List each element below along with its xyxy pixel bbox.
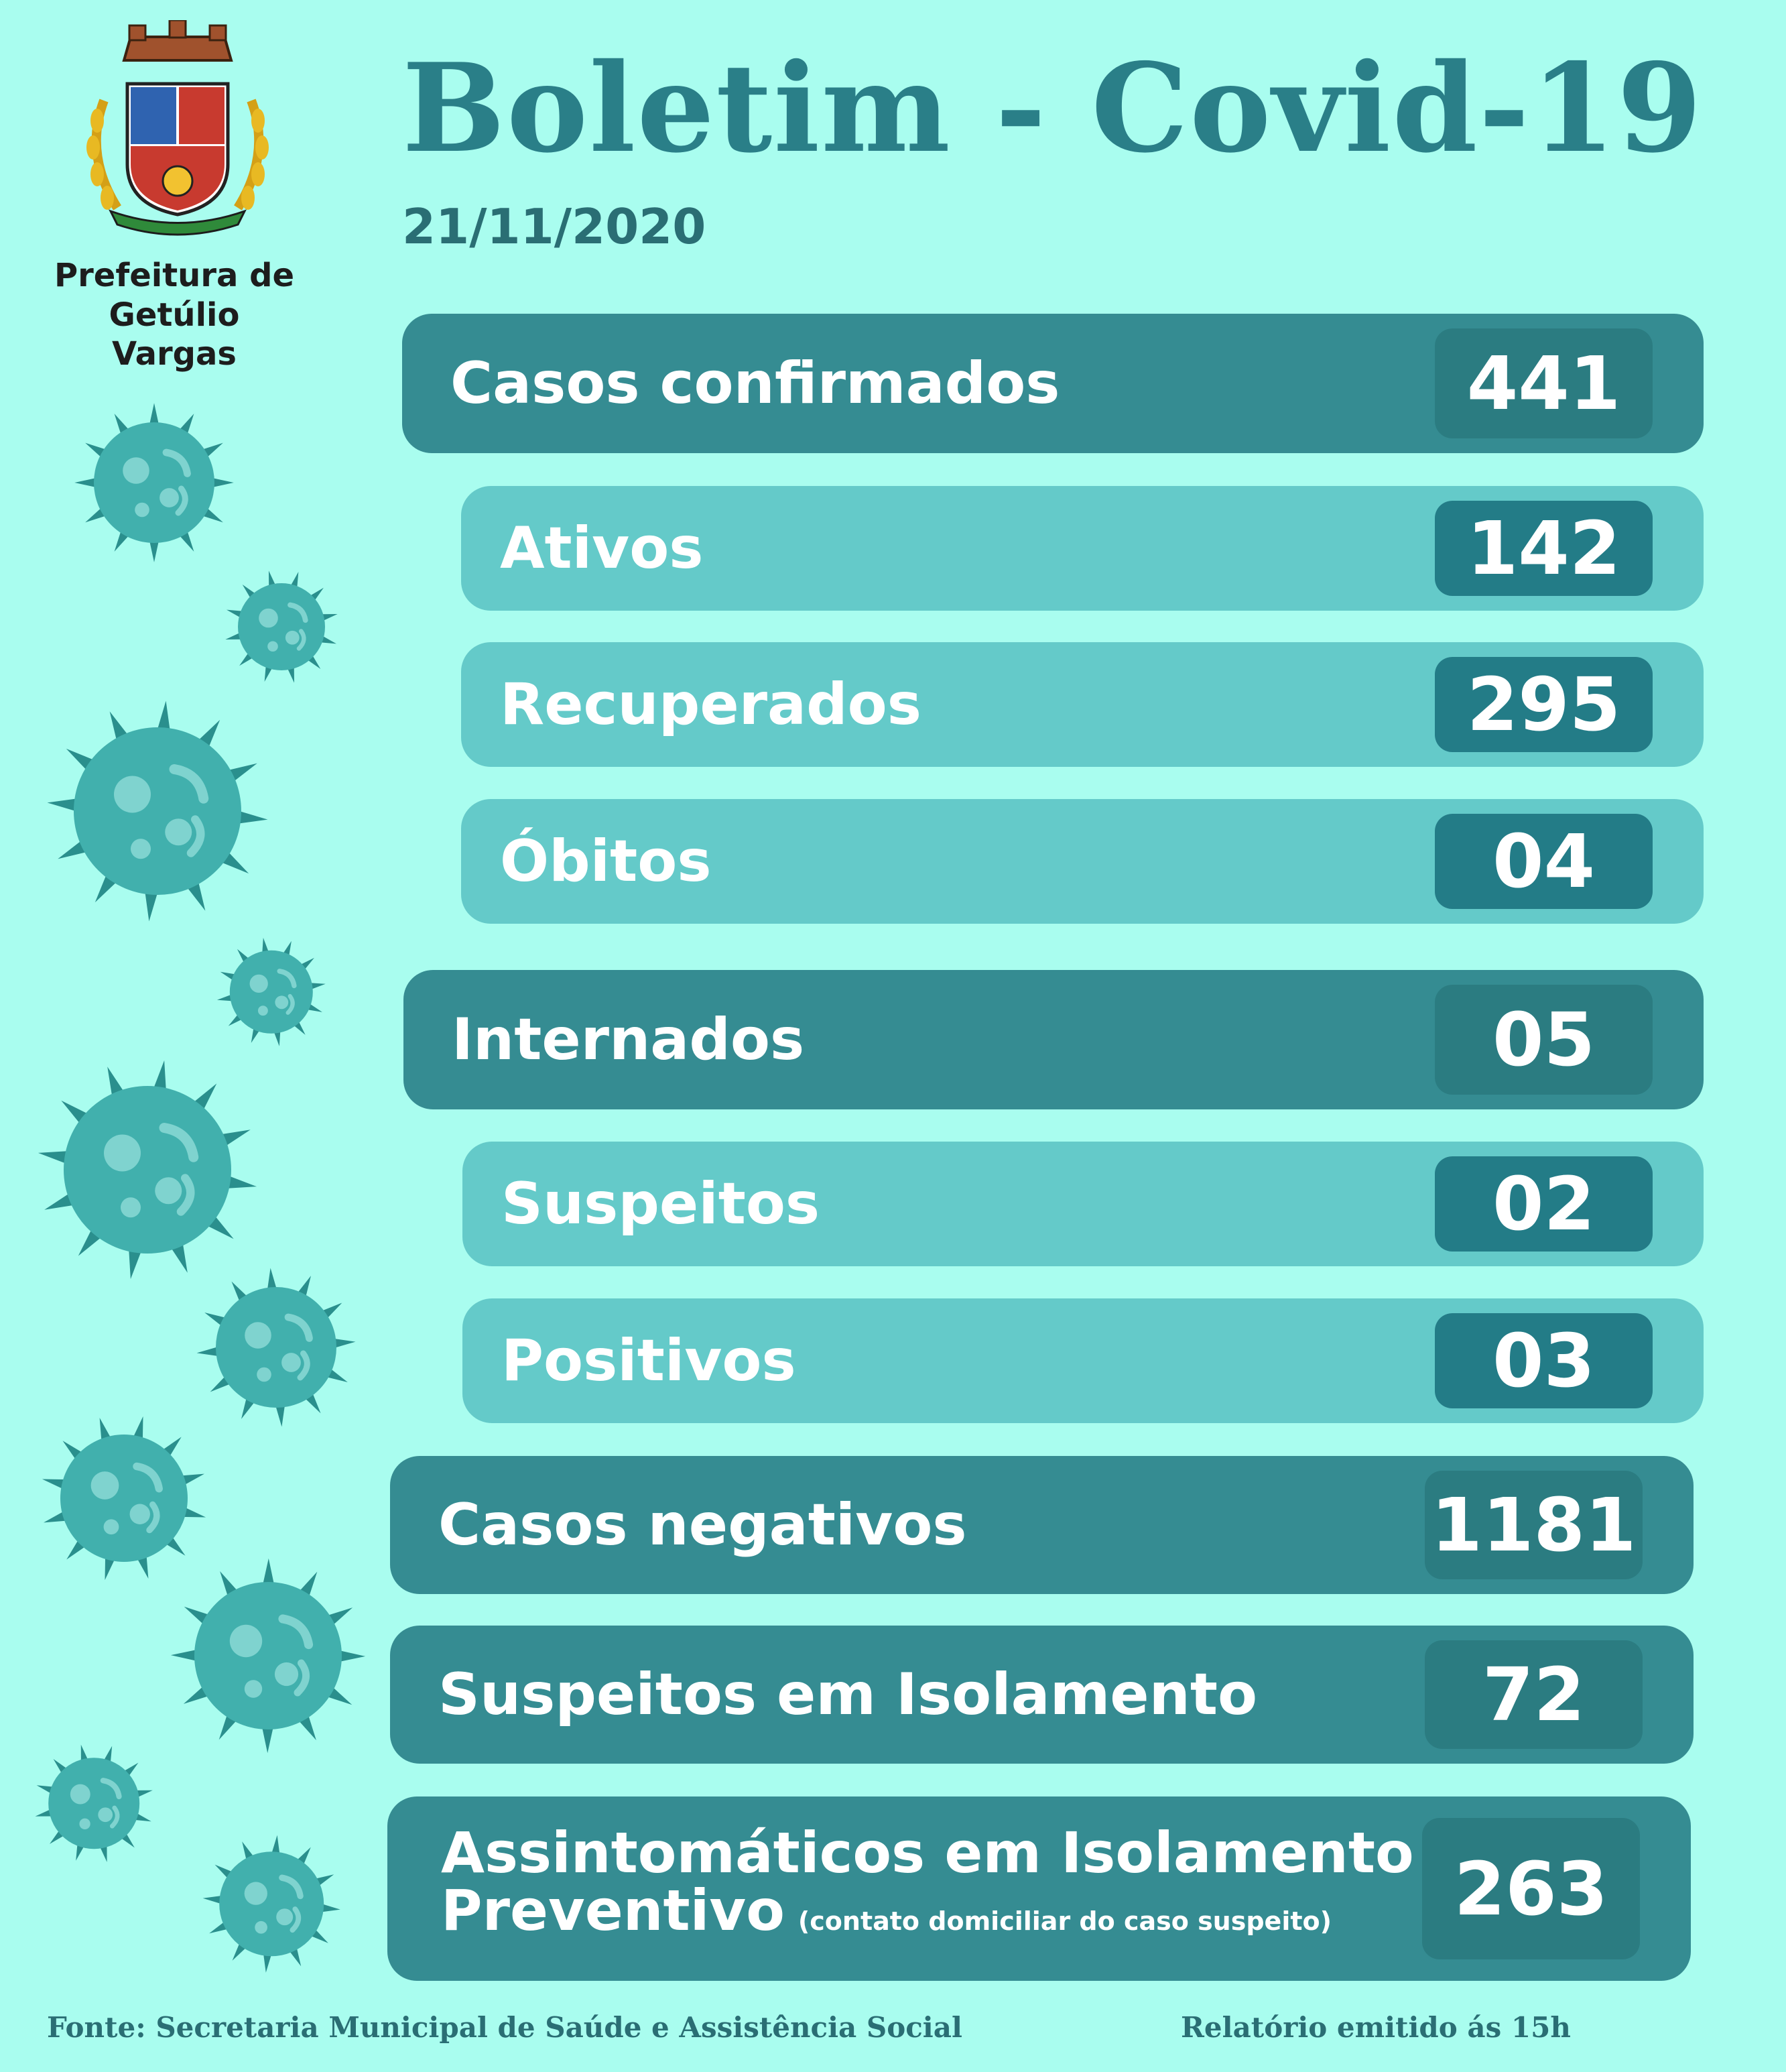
confirmed-cases-label: Casos confirmados: [450, 350, 1060, 417]
municipal-crest-logo: [77, 20, 278, 241]
asymptomatic-note: (contato domiciliar do caso suspeito): [798, 1906, 1332, 1936]
row-hospitalized: [403, 970, 1704, 1109]
active-label: Ativos: [500, 515, 704, 582]
asymptomatic-label-line-2-text: Preventivo: [441, 1877, 785, 1943]
asymptomatic-label-line-1: Assintomáticos em Isolamento: [441, 1820, 1414, 1886]
row-negative-cases: [390, 1456, 1694, 1594]
recovered-value: 295: [1435, 657, 1653, 752]
org-line-2: Getúlio Vargas: [109, 296, 240, 373]
row-deaths: [461, 799, 1704, 924]
deaths-label: Óbitos: [500, 828, 712, 895]
org-line-1: Prefeitura de: [54, 257, 295, 294]
virus-icon: [213, 934, 330, 1050]
bulletin-title: Boletim - Covid-19: [402, 36, 1704, 180]
bulletin-date: 21/11/2020: [402, 198, 706, 255]
virus-icon: [220, 566, 342, 688]
virus-icon: [40, 694, 275, 928]
suspected-isolation-value: 72: [1425, 1640, 1643, 1749]
virus-icon: [30, 1052, 265, 1287]
positive-label: Positivos: [501, 1327, 796, 1394]
hospitalized-label: Internados: [452, 1006, 805, 1073]
virus-icon: [198, 1831, 344, 1977]
suspected-isolation-label: Suspeitos em Isolamento: [438, 1661, 1258, 1728]
asymptomatic-label: [441, 1820, 1414, 1943]
row-positive: [462, 1298, 1704, 1423]
suspected-value: 02: [1435, 1156, 1653, 1252]
row-confirmed-cases: [402, 314, 1704, 453]
row-suspected-isolation: [390, 1626, 1694, 1764]
suspected-label: Suspeitos: [501, 1170, 820, 1237]
virus-icon: [70, 398, 239, 567]
negative-cases-label: Casos negativos: [438, 1491, 967, 1559]
virus-icon: [165, 1552, 371, 1759]
virus-icon: [30, 1740, 157, 1867]
row-asymptomatic-isolation: [387, 1796, 1691, 1981]
asymptomatic-label-line-2: [441, 1877, 1414, 1943]
negative-cases-value: 1181: [1425, 1471, 1643, 1579]
footer-source: Fonte: Secretaria Municipal de Saúde e Assistência Social: [47, 2011, 962, 2044]
recovered-label: Recuperados: [500, 671, 921, 738]
asymptomatic-value: 263: [1422, 1818, 1640, 1959]
row-suspected: [462, 1142, 1704, 1266]
hospitalized-value: 05: [1435, 985, 1653, 1095]
footer-report-time: Relatório emitido ás 15h: [1181, 2011, 1571, 2044]
virus-icon: [192, 1263, 361, 1432]
row-active: [461, 486, 1704, 611]
row-recovered: [461, 642, 1704, 767]
deaths-value: 04: [1435, 814, 1653, 909]
positive-value: 03: [1435, 1313, 1653, 1408]
confirmed-cases-value: 441: [1435, 328, 1653, 438]
organization-name: [47, 256, 302, 374]
active-value: 142: [1435, 501, 1653, 596]
